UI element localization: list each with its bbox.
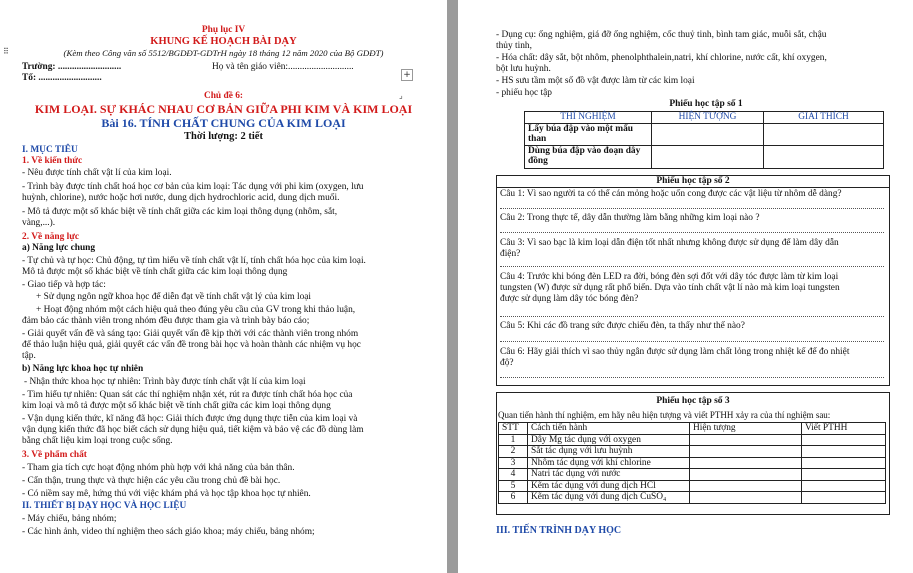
group-field: Tổ: ...........................: [22, 73, 102, 83]
table-cell: 5: [499, 480, 528, 492]
answer-line[interactable]: [500, 232, 884, 233]
table-cell[interactable]: [802, 492, 886, 504]
table-cell[interactable]: [802, 434, 886, 446]
table-header-row: [525, 112, 884, 124]
table-cell: 3: [499, 457, 528, 469]
text-line: vận dụng kiến thức đã học biết cách sử dụng hiệu quả, tiết kiệm và bảo vệ các đồ dùng làm: [22, 425, 364, 435]
table-cell[interactable]: [802, 457, 886, 469]
question-4: Câu 4: Trước khi bóng đèn LED ra đời, bóng đèn sợi đốt với dây tóc được làm từ kim loại: [500, 272, 839, 282]
section-equipment: II. THIẾT BỊ DẠY HỌC VÀ HỌC LIỆU: [22, 501, 187, 511]
question-1: Câu 1: Vì sao người ta có thể cán mỏng hoặc uốn cong được các vật liệu từ nhôm dễ dàng?: [500, 189, 842, 199]
cell-line: đồng: [528, 156, 548, 166]
subsection-general: a) Năng lực chung: [22, 243, 96, 253]
table-cell[interactable]: [802, 469, 886, 481]
worksheet-1-title: Phiếu học tập số 1: [669, 99, 743, 109]
column-header: GIẢI THÍCH: [764, 112, 884, 124]
text-line: huỳnh, chlorine), nước hoặc hơi nước, dung dịch hydrochloric acid, dung dịch muối.: [22, 193, 340, 203]
cell-line: Dùng búa đập vào đoạn dây: [528, 145, 641, 156]
worksheet-2-title: Phiếu học tập số 2: [497, 176, 889, 188]
table-header-row: [499, 423, 886, 435]
question-4-cont: được sử dụng làm dây tóc bóng đèn?: [500, 294, 639, 304]
column-header: HIỆN TƯỢNG: [652, 112, 764, 124]
school-field: Trường: ...........................: [22, 62, 122, 72]
text-line: - Dụng cụ: ống nghiệm, giá đỡ ống nghiệm, cốc thuỷ tinh, bình tam giác, muỗi sắt, chậu: [496, 30, 827, 40]
text-line: - Tham gia tích cực hoạt động nhóm phù hợp với khả năng của bản thân.: [22, 463, 295, 473]
table-cell[interactable]: [690, 446, 802, 458]
table-cell[interactable]: [690, 492, 802, 504]
answer-line[interactable]: [500, 208, 884, 209]
topic-label: Chủ đề 6:: [203, 91, 244, 101]
text-line: - Tìm hiểu tự nhiên: Quan sát các thí nghiệm nhận xét, rút ra được tính chất hóa học của: [22, 390, 353, 400]
document-page-left: [0, 0, 447, 573]
question-3-cont: điện?: [500, 249, 521, 259]
text-line: - Cẩn thận, trung thực và thực hiện các yêu cầu trong chủ đề bài học.: [22, 476, 281, 486]
table-cell: Kẽm tác dụng với dung dịch CuSO₄: [528, 492, 690, 504]
document-note: (Kèm theo Công văn số 5512/BGDĐT-GDTrH ngày 18 tháng 12 năm 2020 của Bộ GDĐT): [63, 48, 384, 58]
table-cell: Sắt tác dụng với lưu huỳnh: [528, 446, 690, 458]
plan-title: KHUNG KẾ HOẠCH BÀI DẠY: [150, 36, 297, 47]
column-header: Cách tiến hành: [528, 423, 690, 435]
text-line: - HS sưu tầm một số đồ vật được làm từ các kim loại: [496, 76, 695, 86]
column-header: THÍ NGHIỆM: [525, 112, 652, 124]
table-row: [499, 469, 886, 481]
text-line: kim loại và mô tả được một số khác biệt về tính chất giữa các kim loại thông dụng: [22, 401, 331, 411]
table-cell[interactable]: [690, 457, 802, 469]
table-cell: Kẽm tác dụng với dung dịch HCl: [528, 480, 690, 492]
worksheet-3-title: Phiếu học tập số 3: [656, 396, 730, 406]
answer-line[interactable]: [500, 341, 884, 342]
table-cell[interactable]: [764, 123, 884, 145]
topic-title: KIM LOẠI. SỰ KHÁC NHAU CƠ BẢN GIỮA PHI KIM VÀ KIM LOẠI: [34, 102, 413, 116]
text-line: + Sử dụng ngôn ngữ khoa học để diễn đạt về tính chất vật lý của kim loại: [36, 292, 312, 302]
table-cell[interactable]: [652, 123, 764, 145]
resize-handle-icon[interactable]: ⌟: [399, 91, 403, 100]
column-header: Viết PTHH: [802, 423, 886, 435]
text-line: - Giải quyết vấn đề và sáng tạo: Giải quyết vấn đề kịp thời với các thành viên trong nhóm: [22, 329, 359, 339]
text-line: Mô tả được một số khác biệt về tính chất giữa các kim loại thông dụng: [22, 267, 288, 277]
table-row: [525, 123, 884, 145]
section-knowledge: 1. Về kiến thức: [22, 156, 83, 166]
text-line: - Các hình ảnh, video thí nghiệm theo sách giáo khoa; máy chiếu, bảng nhóm;: [22, 527, 315, 537]
text-line: - Giao tiếp và hợp tác:: [22, 280, 106, 290]
page-gutter: [447, 0, 458, 573]
table-cell[interactable]: [690, 469, 802, 481]
add-button[interactable]: +: [401, 69, 413, 81]
text-line: - Tự chủ và tự học: Chủ động, tự tìm hiểu về tính chất vật lí, tính chất hóa học của kim loại.: [22, 256, 366, 266]
table-cell[interactable]: [652, 145, 764, 168]
text-line: - Hóa chất: dây sắt, bột nhôm, phenolphthalein,natri, khí chlorine, nước cất, khí oxygen,: [496, 53, 827, 63]
text-line: thủy tinh,: [496, 41, 532, 51]
lesson-title: Bài 16. TÍNH CHẤT CHUNG CỦA KIM LOẠI: [101, 116, 346, 130]
question-3: Câu 3: Vì sao bạc là kim loại dẫn điện tốt nhất nhưng không được sử dụng để làm dây dẫn: [500, 238, 839, 248]
document-page-right: [458, 0, 913, 573]
table-cell[interactable]: [690, 434, 802, 446]
table-cell: 1: [499, 434, 528, 446]
drag-handle-icon[interactable]: ⠿: [3, 47, 9, 56]
subsection-natural-science: b) Năng lực khoa học tự nhiên: [22, 364, 144, 374]
question-2: Câu 2: Trong thực tế, dây dẫn thường làm bằng những kim loại nào ?: [500, 213, 760, 223]
worksheet-3-intro: Quan tiến hành thí nghiệm, em hãy nêu hiện tượng và viết PTHH xảy ra của thí nghiệm sau:: [498, 410, 831, 420]
teacher-field: Họ và tên giáo viên:............................: [212, 62, 354, 72]
text-line: - Nêu được tính chất vật lí của kim loại.: [22, 168, 172, 178]
column-header: Hiện tượng: [690, 423, 802, 435]
table-cell: Dây Mg tác dụng với oxygen: [528, 434, 690, 446]
table-row: [499, 492, 886, 504]
text-line: + Hoạt động nhóm một cách hiệu quả theo đúng yêu cầu của GV trong khi thảo luận,: [36, 305, 356, 315]
question-5: Câu 5: Khi các đồ trang sức được chiếu đèn, ta thấy như thế nào?: [500, 321, 745, 331]
table-cell: 6: [499, 492, 528, 504]
table-row: [499, 457, 886, 469]
table-cell[interactable]: [802, 446, 886, 458]
table-cell[interactable]: [690, 480, 802, 492]
duration-label: Thời lượng: 2 tiết: [184, 131, 263, 142]
section-procedure: III. TIẾN TRÌNH DẠY HỌC: [496, 525, 622, 536]
section-competency: 2. Về năng lực: [22, 232, 80, 242]
table-cell[interactable]: [802, 480, 886, 492]
appendix-label: Phụ lục IV: [201, 25, 246, 35]
answer-line[interactable]: [500, 377, 884, 378]
text-line: tập.: [22, 351, 36, 361]
question-6-cont: độ?: [500, 358, 514, 368]
text-line: - Máy chiếu, bảng nhóm;: [22, 514, 117, 524]
worksheet-1-table: [524, 111, 884, 169]
question-6: Câu 6: Hãy giải thích vì sao thủy ngân được sử dụng làm chất lỏng trong nhiệt kế để đo nhiệt: [500, 347, 850, 357]
table-cell: [525, 145, 652, 168]
column-header: STT: [499, 423, 528, 435]
table-row: [499, 480, 886, 492]
table-cell: Natri tác dụng với nước: [528, 469, 690, 481]
text-line: bằng chất liệu kim loại trong cuộc sống.: [22, 436, 173, 446]
table-row: [525, 145, 884, 168]
table-cell[interactable]: [764, 145, 884, 168]
worksheet-3-table: [498, 422, 886, 504]
text-line: bột lưu huỳnh.: [496, 64, 551, 74]
text-line: vàng,...).: [22, 218, 56, 228]
table-cell: Nhôm tác dụng với khí chlorine: [528, 457, 690, 469]
table-row: [499, 446, 886, 458]
section-qualities: 3. Về phẩm chất: [22, 450, 87, 460]
answer-line[interactable]: [500, 266, 884, 267]
text-line: đảm bảo các thành viên trong nhóm đều được tham gia và trình bày báo cáo;: [22, 316, 310, 326]
table-cell: 4: [499, 469, 528, 481]
text-line: - Có niềm say mê, hứng thú với việc khám phá và học tập khoa học tự nhiên.: [22, 489, 311, 499]
table-row: [499, 434, 886, 446]
text-line: để thảo luận hiệu quả, giải quyết các vấn đề trong bài học và hoàn thành các nhiệm vụ học: [22, 340, 361, 350]
answer-line[interactable]: [500, 316, 884, 317]
section-objectives: I. MỤC TIÊU: [22, 145, 78, 155]
table-cell: 2: [499, 446, 528, 458]
text-line: - Vận dụng kiến thức, kĩ năng đã học: Giải thích được ứng dụng thực tiễn của kim loại và: [22, 414, 358, 424]
text-line: - Mô tả được một số khác biệt về tính chất giữa các kim loại thông dụng (nhôm, sắt,: [22, 207, 338, 217]
table-cell: Lấy búa đập vào một mẩu than: [525, 123, 652, 145]
text-line: - Nhận thức khoa học tự nhiên: Trình bày được tính chất vật lí của kim loại: [24, 377, 306, 387]
text-line: - phiếu học tập: [496, 88, 552, 98]
text-line: - Trình bày được tính chất hoá học cơ bản của kim loại: Tác dụng với phi kim (oxygen, lưu: [22, 182, 364, 192]
question-4-cont: tungsten (W) được sử dụng rất phổ biến. Dựa vào tính chất vật lí nào mà kim loại tungsten: [500, 283, 840, 293]
